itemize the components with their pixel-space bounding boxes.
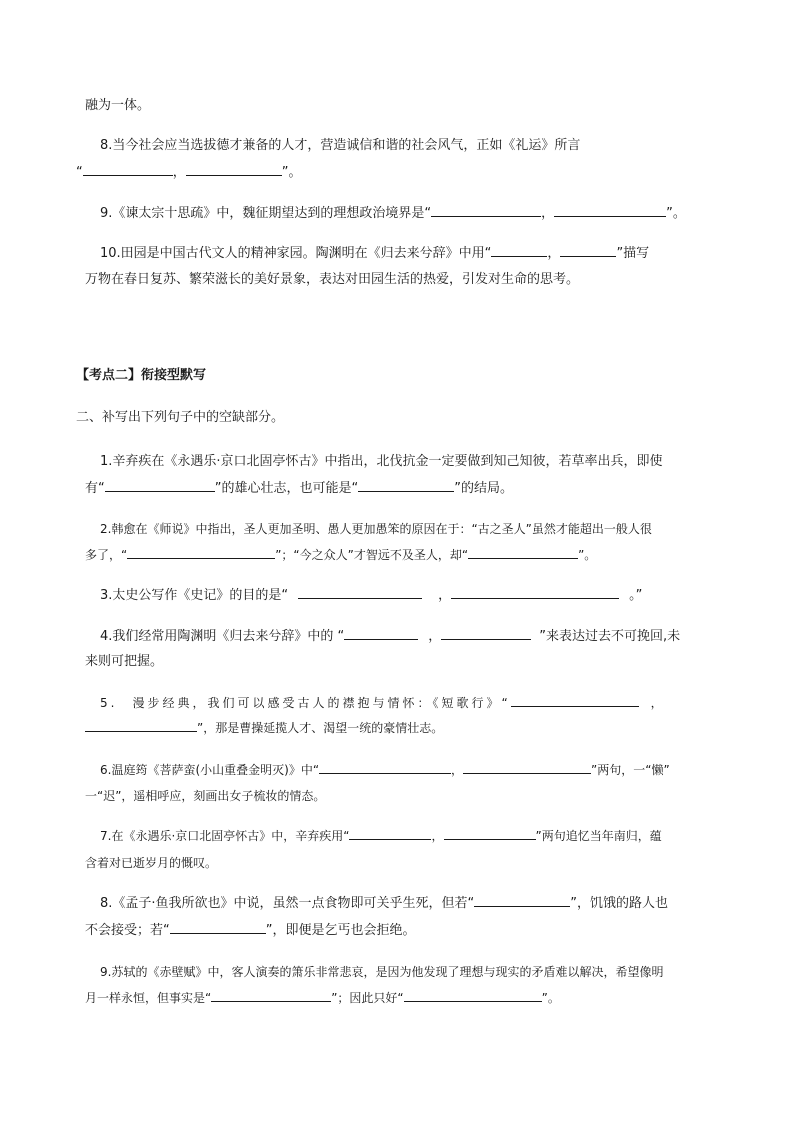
s2-question-1-line2 (85, 478, 725, 499)
answer-blank[interactable] (468, 545, 578, 559)
answer-blank[interactable] (170, 920, 266, 934)
text: 9.苏轼的《赤壁赋》中，客人演奏的箫乐非常悲哀，是因为他发现了理想与现实的矛盾难以解决，希望像明 (100, 965, 664, 979)
text: ， (428, 629, 442, 644)
answer-blank[interactable] (463, 760, 591, 774)
text: ”来表达过去不可挽回,未 (539, 629, 681, 644)
s2-question-2-line1 (100, 519, 740, 539)
text: ， (541, 206, 555, 221)
s2-question-4-line2 (85, 652, 725, 672)
text: 10.田园是中国古代文人的精神家园。陶渊明在《归去来兮辞》中用“ (100, 246, 492, 261)
text: ”描写 (616, 246, 650, 261)
answer-blank[interactable] (298, 585, 422, 599)
s2-question-5-line2 (85, 718, 725, 738)
text: 含着对已逝岁月的慨叹。 (85, 856, 218, 870)
s2-question-2-line2 (85, 545, 725, 565)
question-8-line1 (100, 136, 740, 156)
text: 万物在春日复苏、繁荣滋长的美好景象，表达对田园生活的热爱，引发对生命的思考。 (85, 272, 580, 287)
text: 有“ (85, 481, 105, 496)
text: 二、补写出下列句子中的空缺部分。 (76, 410, 285, 425)
answer-blank[interactable] (491, 243, 547, 257)
answer-blank[interactable] (105, 478, 215, 492)
paragraph-continuation (85, 96, 725, 116)
text: 不会接受；若“ (85, 923, 170, 938)
text: 融为一体。 (85, 98, 151, 113)
question-10-line2 (85, 270, 725, 290)
s2-question-7-line1 (100, 826, 740, 846)
text: 5. 漫步经典，我们可以感受古人的襟抱与情怀：《短歌行》“ (100, 696, 511, 710)
answer-blank[interactable] (560, 243, 616, 257)
text: ， (650, 696, 663, 710)
text: 8.《孟子·鱼我所欲也》中说，虽然一点食物即可关乎生死，但若“ (100, 896, 475, 911)
text: 7.在《永遇乐·京口北固亭怀古》中，辛弃疾用“ (100, 829, 350, 843)
s2-question-6-line2 (85, 786, 725, 806)
answer-blank[interactable] (451, 585, 619, 599)
text: ”。 (666, 206, 686, 221)
answer-blank[interactable] (474, 893, 570, 907)
text: ， (438, 588, 452, 603)
text: ”，饥饿的路人也 (570, 896, 669, 911)
text: ”；“今之众人”才智远不及圣人，却“ (275, 548, 469, 562)
text: 4.我们经常用陶渊明《归去来兮辞》中的 “ (100, 629, 345, 644)
text: 6.温庭筠《菩萨蛮(小山重叠金明灭)》中“ (100, 763, 320, 777)
text: ”的结局。 (454, 481, 513, 496)
answer-blank[interactable] (431, 203, 541, 217)
section-heading (76, 366, 716, 386)
text: 来则可把握。 (85, 654, 164, 669)
text: 多了，“ (85, 548, 128, 562)
s2-question-7-line2 (85, 853, 725, 873)
s2-question-8-line2 (85, 920, 725, 941)
text: ”两句，一“懒” (591, 763, 670, 777)
text: ， (451, 763, 464, 777)
text: ”，那是曹操延揽人才、渴望一统的豪情壮志。 (197, 721, 444, 735)
text: 月一样永恒，但事实是“ (85, 991, 212, 1005)
s2-question-4-line1 (100, 626, 740, 647)
text: 9.《谏太宗十思疏》中，魏征期望达到的理想政治境界是“ (100, 206, 432, 221)
text: 2.韩愈在《师说》中指出，圣人更加圣明、愚人更加愚笨的原因在于：“古之圣人”虽然才能超出一般人很 (100, 522, 652, 536)
text: 【考点二】衔接型默写 (76, 368, 207, 383)
text: ， (172, 165, 186, 180)
text: ”两句追忆当年南归，蕴 (535, 829, 662, 843)
question-10-line1 (100, 243, 740, 264)
s2-question-9-line1 (100, 962, 740, 982)
answer-blank[interactable] (319, 760, 451, 774)
text: “ (76, 165, 83, 180)
s2-question-8-line1 (100, 893, 740, 914)
text: ”；因此只好“ (331, 991, 404, 1005)
text: ”，即便是乞丐也会拒绝。 (265, 923, 416, 938)
text: 3.太史公写作《史记》的目的是“ (100, 588, 289, 603)
text: ”。 (578, 548, 597, 562)
answer-blank[interactable] (186, 162, 282, 176)
text: ， (547, 246, 561, 261)
text: ”。 (541, 991, 560, 1005)
answer-blank[interactable] (83, 162, 173, 176)
answer-blank[interactable] (441, 626, 531, 640)
text: 8.当今社会应当选拔德才兼备的人才，营造诚信和谐的社会风气，正如《礼运》所言 (100, 138, 581, 153)
s2-question-9-line2 (85, 988, 725, 1008)
answer-blank[interactable] (211, 988, 331, 1002)
answer-blank[interactable] (127, 545, 275, 559)
text: 。” (629, 588, 643, 603)
answer-blank[interactable] (349, 826, 431, 840)
s2-question-6-line1 (100, 760, 740, 780)
question-8-line2 (76, 162, 716, 183)
s2-question-1-line1 (100, 452, 740, 472)
question-9 (100, 203, 740, 224)
answer-blank[interactable] (404, 988, 542, 1002)
answer-blank[interactable] (358, 478, 454, 492)
s2-question-3 (100, 585, 740, 606)
answer-blank[interactable] (444, 826, 536, 840)
answer-blank[interactable] (511, 693, 639, 707)
text: 一“迟”，遥相呼应，刻画出女子梳妆的情态。 (85, 789, 326, 803)
text: ”的雄心壮志，也可能是“ (214, 481, 359, 496)
text: ”。 (281, 165, 302, 180)
answer-blank[interactable] (554, 203, 666, 217)
text: 1.辛弃疾在《永遇乐·京口北固亭怀古》中指出，北伐抗金一定要做到知己知彼，若草率出兵，即使 (100, 454, 663, 469)
answer-blank[interactable] (85, 718, 197, 732)
s2-question-5-line1 (100, 693, 740, 713)
answer-blank[interactable] (344, 626, 418, 640)
section-instruction (76, 408, 716, 428)
text: ， (431, 829, 444, 843)
